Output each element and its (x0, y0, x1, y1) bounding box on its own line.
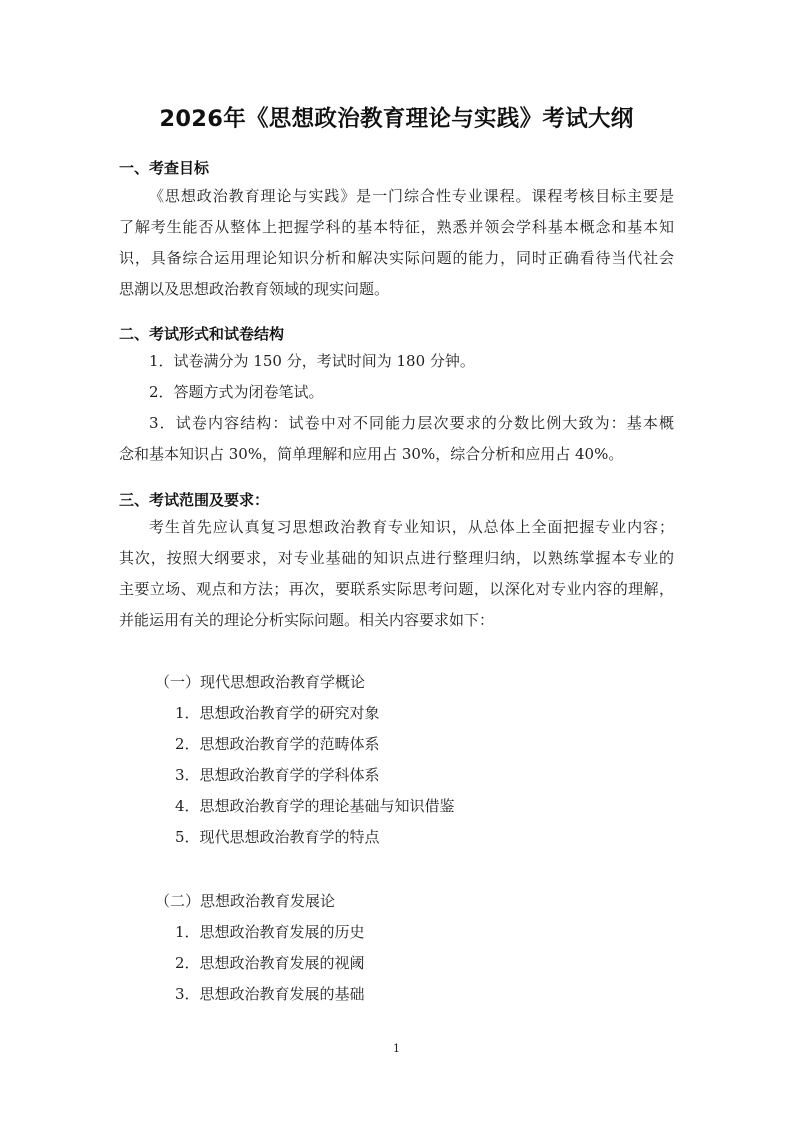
paragraph-line: 了解考生能否从整体上把握学科的基本特征，熟悉并领会学科基本概念和基本知 (119, 218, 674, 236)
list-item: 5．现代思想政治教育学的特点 (175, 828, 380, 846)
list-item: 2．思想政治教育发展的视阈 (175, 954, 365, 972)
list-item: 1．思想政治教育发展的历史 (175, 923, 365, 941)
list-item: 2．思想政治教育学的范畴体系 (175, 735, 380, 753)
paragraph-line: 主要立场、观点和方法；再次，要联系实际思考问题，以深化对专业内容的理解， (119, 580, 674, 598)
paragraph-line: 其次，按照大纲要求，对专业基础的知识点进行整理归纳，以熟练掌握本专业的 (119, 549, 674, 567)
section-heading-exam-objectives: 一、考查目标 (119, 159, 210, 177)
list-item: 3．思想政治教育学的学科体系 (175, 766, 380, 784)
paragraph-line: 并能运用有关的理论分析实际问题。相关内容要求如下： (119, 611, 495, 629)
section-heading-exam-scope: 三、考试范围及要求： (119, 491, 270, 509)
subsection-heading-modern-ideological-education: （一）现代思想政治教育学概论 (155, 673, 366, 691)
list-item-continuation: 念和基本知识占 30%，简单理解和应用占 30%，综合分析和应用占 40%。 (119, 445, 624, 463)
paragraph-line: 《思想政治教育理论与实践》是一门综合性专业课程。课程考核目标主要是 (149, 187, 674, 205)
list-item: 1．思想政治教育学的研究对象 (175, 704, 380, 722)
list-item: 3．思想政治教育发展的基础 (175, 985, 365, 1003)
section-heading-exam-format: 二、考试形式和试卷结构 (119, 325, 285, 343)
list-item: 2．答题方式为闭卷笔试。 (149, 383, 324, 401)
list-item: 3．试卷内容结构：试卷中对不同能力层次要求的分数比例大致为：基本概 (149, 414, 674, 432)
document-title: 2026年《思想政治教育理论与实践》考试大纲 (159, 106, 634, 132)
paragraph-line: 思潮以及思想政治教育领域的现实问题。 (119, 280, 390, 298)
page-number: 1 (393, 1042, 400, 1055)
subsection-heading-development-theory: （二）思想政治教育发展论 (155, 892, 336, 910)
list-item: 4．思想政治教育学的理论基础与知识借鉴 (175, 797, 455, 815)
paragraph-line: 识，具备综合运用理论知识分析和解决实际问题的能力，同时正确看待当代社会 (119, 249, 674, 267)
list-item: 1．试卷满分为 150 分，考试时间为 180 分钟。 (149, 352, 475, 370)
paragraph-line: 考生首先应认真复习思想政治教育专业知识，从总体上全面把握专业内容； (149, 518, 674, 536)
